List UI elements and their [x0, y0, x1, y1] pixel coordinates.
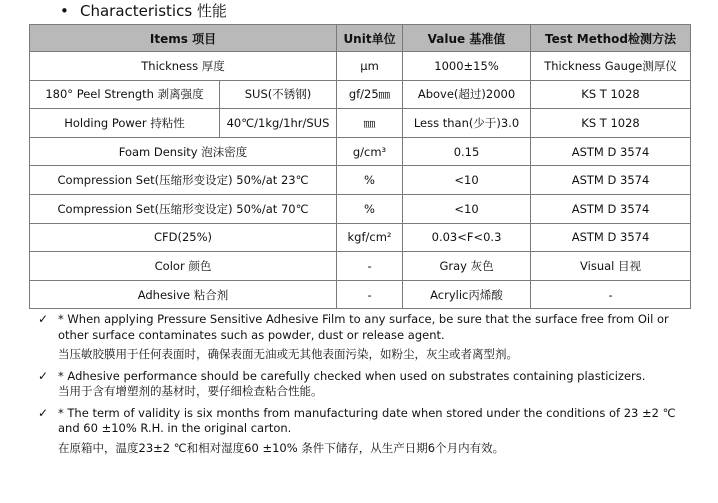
value-cell: <10: [403, 194, 531, 223]
value-cell: 0.15: [403, 137, 531, 166]
note-chinese-text: 当用于含有增塑剂的基材时，要仔细检查粘合性能。: [58, 384, 323, 398]
note-item: [38, 406, 688, 457]
table-row: [30, 252, 691, 281]
checkmark-icon: ✓: [38, 405, 49, 420]
item-cell: Color 颜色: [30, 252, 337, 281]
value-cell: 1000±15%: [403, 52, 531, 81]
note-chinese-text: 当压敏胶膜用于任何表面时，确保表面无油或无其他表面污染，如粉尘，灰尘或者离型剂。: [58, 347, 518, 361]
checkmark-icon: ✓: [38, 368, 49, 383]
method-cell: ASTM D 3574: [531, 137, 691, 166]
unit-cell: %: [337, 166, 403, 195]
condition-cell: 40℃/1kg/1hr/SUS: [220, 109, 337, 138]
value-cell: Gray 灰色: [403, 252, 531, 281]
unit-cell: gf/25㎜: [337, 80, 403, 109]
unit-cell: -: [337, 280, 403, 309]
item-cell: Thickness 厚度: [30, 52, 337, 81]
header-value: Value 基准值: [403, 25, 531, 52]
section-heading: [60, 2, 227, 20]
header-unit: Unit单位: [337, 25, 403, 52]
value-cell: Acrylic丙烯酸: [403, 280, 531, 309]
heading-text: Characteristics 性能: [80, 2, 227, 20]
value-cell: 0.03<F<0.3: [403, 223, 531, 252]
note-item: [38, 369, 688, 400]
note-chinese-text: 在原箱中，温度23±2 ℃和相对湿度60 ±10% 条件下储存，从生产日期6个月内有效。: [58, 440, 505, 455]
header-test-method: Test Method检测方法: [531, 25, 691, 52]
condition-cell: SUS(不锈钢): [220, 80, 337, 109]
unit-cell: ㎜: [337, 109, 403, 138]
unit-cell: g/cm³: [337, 137, 403, 166]
note-english-text: * The term of validity is six months from manufacturing date when stored under the conditions of 23 ±2 ℃ and 60 ±10% R.H. in the original carton.: [58, 405, 676, 435]
table-row: [30, 80, 691, 109]
method-cell: Thickness Gauge测厚仪: [531, 52, 691, 81]
table-row: [30, 223, 691, 252]
table-row: [30, 137, 691, 166]
notes-section: [38, 312, 688, 462]
item-cell: Foam Density 泡沫密度: [30, 137, 337, 166]
method-cell: KS T 1028: [531, 80, 691, 109]
item-cell: CFD(25%): [30, 223, 337, 252]
method-cell: ASTM D 3574: [531, 194, 691, 223]
method-cell: ASTM D 3574: [531, 166, 691, 195]
item-cell: Compression Set(压缩形变设定) 50%/at 23℃: [30, 166, 337, 195]
item-cell: Adhesive 粘合剂: [30, 280, 337, 309]
method-cell: -: [531, 280, 691, 309]
unit-cell: -: [337, 252, 403, 281]
unit-cell: μm: [337, 52, 403, 81]
method-cell: ASTM D 3574: [531, 223, 691, 252]
bullet-icon: •: [60, 2, 69, 20]
note-english-text: * Adhesive performance should be carefully checked when used on substrates containing plasticizers.: [58, 368, 646, 383]
table-row: [30, 52, 691, 81]
checkmark-icon: ✓: [38, 312, 49, 326]
method-cell: KS T 1028: [531, 109, 691, 138]
value-cell: Above(超过)2000: [403, 80, 531, 109]
table-row: [30, 280, 691, 309]
note-english-text: * When applying Pressure Sensitive Adhesive Film to any surface, be sure that the surface free from Oil or other surface contaminates such as powder, dust or release agent.: [58, 312, 669, 342]
value-cell: <10: [403, 166, 531, 195]
table-row: [30, 109, 691, 138]
table-header-row: [30, 25, 691, 52]
note-item: [38, 312, 688, 363]
unit-cell: %: [337, 194, 403, 223]
table-row: [30, 166, 691, 195]
unit-cell: kgf/cm²: [337, 223, 403, 252]
value-cell: Less than(少于)3.0: [403, 109, 531, 138]
item-cell: 180° Peel Strength 剥离强度: [30, 80, 220, 109]
characteristics-table: [29, 24, 691, 309]
table-row: [30, 194, 691, 223]
header-items: Items 项目: [30, 25, 337, 52]
item-cell: Compression Set(压缩形变设定) 50%/at 70℃: [30, 194, 337, 223]
item-cell: Holding Power 持粘性: [30, 109, 220, 138]
method-cell: Visual 目视: [531, 252, 691, 281]
